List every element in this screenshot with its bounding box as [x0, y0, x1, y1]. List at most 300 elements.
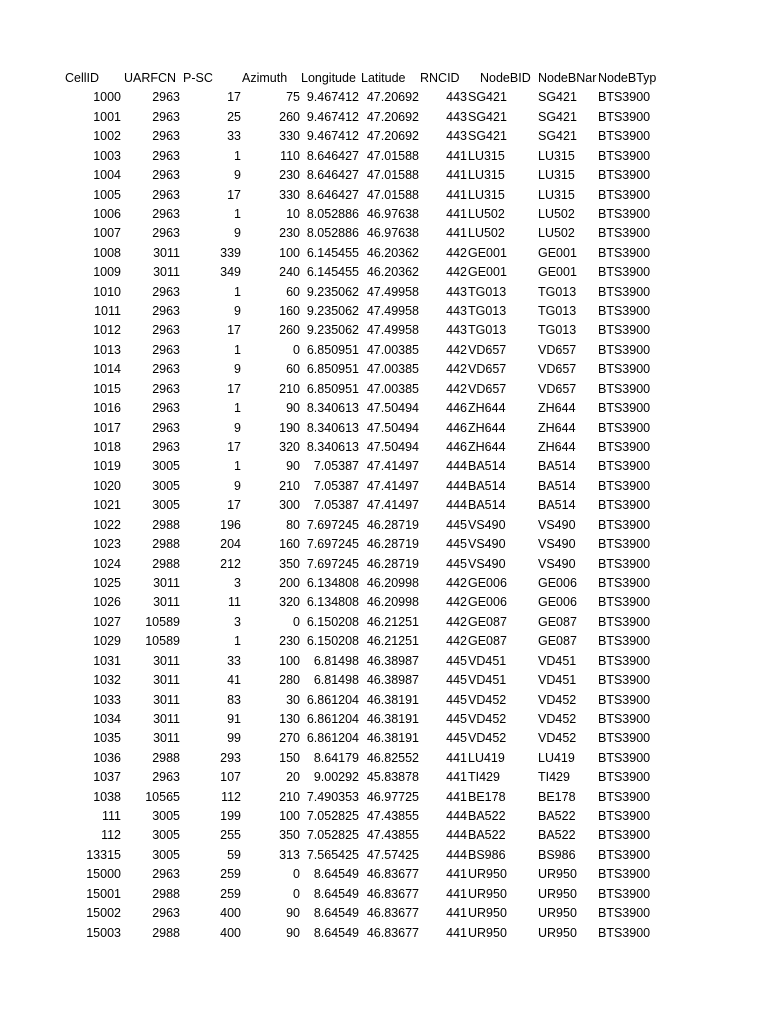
longitude-cell[interactable]: 6.150208: [306, 634, 359, 649]
nodebid-cell[interactable]: LU502: [468, 206, 505, 221]
uarfcn-cell[interactable]: 2988: [152, 517, 180, 532]
longitude-cell[interactable]: 7.490353: [306, 789, 359, 804]
nodebname-cell[interactable]: LU419: [538, 750, 575, 765]
nodebtype-cell[interactable]: BTS3900: [598, 323, 651, 338]
rncid-cell[interactable]: 445: [446, 692, 467, 707]
rncid-cell[interactable]: 445: [446, 537, 467, 552]
nodebid-cell[interactable]: BA514: [468, 478, 506, 493]
cellid-cell[interactable]: 13315: [86, 847, 121, 862]
nodebname-cell[interactable]: BA522: [538, 809, 576, 824]
uarfcn-cell[interactable]: 2963: [152, 109, 180, 124]
nodebtype-cell[interactable]: BTS3900: [598, 847, 651, 862]
cellid-cell[interactable]: 1016: [93, 401, 121, 416]
column-header-nodebid[interactable]: NodeBID: [480, 71, 531, 85]
nodebid-cell[interactable]: BA514: [468, 498, 506, 513]
psc-cell[interactable]: 9: [234, 304, 241, 319]
azimuth-cell[interactable]: 0: [293, 614, 300, 629]
psc-cell[interactable]: 9: [234, 226, 241, 241]
uarfcn-cell[interactable]: 2963: [152, 304, 180, 319]
nodebid-cell[interactable]: VS490: [468, 537, 506, 552]
latitude-cell[interactable]: 47.43855: [366, 828, 419, 843]
azimuth-cell[interactable]: 230: [279, 226, 300, 241]
longitude-cell[interactable]: 7.565425: [306, 847, 359, 862]
cellid-cell[interactable]: 1021: [93, 498, 121, 513]
nodebtype-cell[interactable]: BTS3900: [598, 537, 651, 552]
azimuth-cell[interactable]: 150: [279, 750, 300, 765]
cellid-cell[interactable]: 1004: [93, 168, 121, 183]
rncid-cell[interactable]: 441: [446, 867, 467, 882]
latitude-cell[interactable]: 46.83677: [366, 886, 419, 901]
cellid-cell[interactable]: 1002: [93, 129, 121, 144]
cellid-cell[interactable]: 1015: [93, 381, 121, 396]
psc-cell[interactable]: 112: [221, 789, 241, 804]
rncid-cell[interactable]: 443: [446, 129, 467, 144]
nodebtype-cell[interactable]: BTS3900: [598, 692, 651, 707]
nodebid-cell[interactable]: VD452: [468, 711, 507, 726]
psc-cell[interactable]: 3: [234, 614, 241, 629]
azimuth-cell[interactable]: 160: [279, 304, 300, 319]
nodebtype-cell[interactable]: BTS3900: [598, 381, 651, 396]
nodebname-cell[interactable]: LU315: [538, 187, 575, 202]
nodebid-cell[interactable]: GE001: [468, 265, 507, 280]
rncid-cell[interactable]: 444: [446, 847, 467, 862]
longitude-cell[interactable]: 8.646427: [306, 187, 359, 202]
nodebname-cell[interactable]: ZH644: [538, 420, 576, 435]
latitude-cell[interactable]: 46.38987: [366, 673, 419, 688]
rncid-cell[interactable]: 441: [446, 770, 467, 785]
latitude-cell[interactable]: 47.01588: [366, 168, 419, 183]
rncid-cell[interactable]: 442: [446, 362, 467, 377]
latitude-cell[interactable]: 47.49958: [366, 284, 419, 299]
nodebname-cell[interactable]: VD452: [538, 731, 577, 746]
azimuth-cell[interactable]: 90: [286, 906, 300, 921]
uarfcn-cell[interactable]: 2963: [152, 342, 180, 357]
longitude-cell[interactable]: 8.340613: [306, 440, 359, 455]
nodebtype-cell[interactable]: BTS3900: [598, 789, 651, 804]
psc-cell[interactable]: 17: [227, 90, 241, 105]
cellid-cell[interactable]: 1007: [93, 226, 121, 241]
latitude-cell[interactable]: 47.43855: [366, 809, 419, 824]
cellid-cell[interactable]: 1012: [93, 323, 121, 338]
nodebid-cell[interactable]: GE001: [468, 245, 507, 260]
nodebid-cell[interactable]: BS986: [468, 847, 506, 862]
nodebname-cell[interactable]: TG013: [538, 323, 577, 338]
azimuth-cell[interactable]: 330: [279, 129, 300, 144]
nodebtype-cell[interactable]: BTS3900: [598, 634, 651, 649]
column-header-nodebtype[interactable]: NodeBTyp: [598, 71, 657, 85]
latitude-cell[interactable]: 47.01588: [366, 148, 419, 163]
rncid-cell[interactable]: 441: [446, 168, 467, 183]
nodebid-cell[interactable]: BE178: [468, 789, 506, 804]
azimuth-cell[interactable]: 190: [279, 420, 300, 435]
psc-cell[interactable]: 9: [234, 362, 241, 377]
rncid-cell[interactable]: 442: [446, 634, 467, 649]
nodebname-cell[interactable]: VD657: [538, 362, 577, 377]
cellid-cell[interactable]: 1034: [93, 711, 121, 726]
nodebtype-cell[interactable]: BTS3900: [598, 420, 651, 435]
nodebid-cell[interactable]: VD452: [468, 692, 507, 707]
nodebid-cell[interactable]: GE087: [468, 634, 507, 649]
uarfcn-cell[interactable]: 3011: [153, 245, 180, 260]
nodebtype-cell[interactable]: BTS3900: [598, 517, 651, 532]
cellid-cell[interactable]: 1005: [93, 187, 121, 202]
psc-cell[interactable]: 17: [227, 187, 241, 202]
psc-cell[interactable]: 17: [227, 440, 241, 455]
longitude-cell[interactable]: 8.64549: [313, 867, 359, 882]
latitude-cell[interactable]: 47.50494: [366, 401, 419, 416]
nodebname-cell[interactable]: UR950: [538, 906, 577, 921]
uarfcn-cell[interactable]: 3011: [153, 692, 180, 707]
uarfcn-cell[interactable]: 2988: [152, 925, 180, 940]
uarfcn-cell[interactable]: 2963: [152, 226, 180, 241]
uarfcn-cell[interactable]: 2963: [152, 867, 180, 882]
latitude-cell[interactable]: 47.50494: [366, 440, 419, 455]
nodebname-cell[interactable]: VD452: [538, 692, 577, 707]
longitude-cell[interactable]: 6.850951: [306, 381, 359, 396]
psc-cell[interactable]: 1: [234, 459, 241, 474]
latitude-cell[interactable]: 47.00385: [366, 381, 419, 396]
nodebname-cell[interactable]: UR950: [538, 925, 577, 940]
azimuth-cell[interactable]: 60: [286, 284, 300, 299]
azimuth-cell[interactable]: 90: [286, 401, 300, 416]
cellid-cell[interactable]: 1027: [93, 614, 121, 629]
nodebid-cell[interactable]: GE006: [468, 595, 507, 610]
rncid-cell[interactable]: 445: [446, 673, 467, 688]
latitude-cell[interactable]: 46.21251: [366, 634, 419, 649]
rncid-cell[interactable]: 441: [446, 750, 467, 765]
nodebid-cell[interactable]: VS490: [468, 517, 506, 532]
latitude-cell[interactable]: 46.21251: [366, 614, 419, 629]
nodebtype-cell[interactable]: BTS3900: [598, 498, 651, 513]
rncid-cell[interactable]: 441: [446, 925, 467, 940]
latitude-cell[interactable]: 46.28719: [366, 517, 419, 532]
nodebtype-cell[interactable]: BTS3900: [598, 653, 651, 668]
azimuth-cell[interactable]: 60: [286, 362, 300, 377]
psc-cell[interactable]: 1: [234, 284, 241, 299]
cellid-cell[interactable]: 1008: [93, 245, 121, 260]
psc-cell[interactable]: 91: [227, 711, 241, 726]
nodebname-cell[interactable]: LU315: [538, 148, 575, 163]
nodebtype-cell[interactable]: BTS3900: [598, 129, 651, 144]
uarfcn-cell[interactable]: 3011: [153, 575, 180, 590]
nodebtype-cell[interactable]: BTS3900: [598, 187, 651, 202]
azimuth-cell[interactable]: 260: [279, 109, 300, 124]
psc-cell[interactable]: 17: [227, 323, 241, 338]
nodebtype-cell[interactable]: BTS3900: [598, 440, 651, 455]
rncid-cell[interactable]: 445: [446, 653, 467, 668]
nodebid-cell[interactable]: ZH644: [468, 440, 506, 455]
azimuth-cell[interactable]: 100: [279, 653, 300, 668]
nodebtype-cell[interactable]: BTS3900: [598, 925, 651, 940]
nodebtype-cell[interactable]: BTS3900: [598, 168, 651, 183]
psc-cell[interactable]: 199: [220, 809, 241, 824]
rncid-cell[interactable]: 441: [446, 206, 467, 221]
longitude-cell[interactable]: 8.64549: [313, 906, 359, 921]
nodebname-cell[interactable]: BA522: [538, 828, 576, 843]
nodebid-cell[interactable]: VD657: [468, 342, 507, 357]
latitude-cell[interactable]: 47.20692: [366, 109, 419, 124]
cellid-cell[interactable]: 15002: [86, 906, 121, 921]
nodebtype-cell[interactable]: BTS3900: [598, 711, 651, 726]
azimuth-cell[interactable]: 240: [279, 265, 300, 280]
rncid-cell[interactable]: 442: [446, 245, 467, 260]
rncid-cell[interactable]: 443: [446, 323, 467, 338]
uarfcn-cell[interactable]: 2963: [152, 323, 180, 338]
latitude-cell[interactable]: 46.38191: [366, 731, 419, 746]
nodebname-cell[interactable]: GE001: [538, 245, 577, 260]
uarfcn-cell[interactable]: 10565: [145, 789, 180, 804]
latitude-cell[interactable]: 46.83677: [366, 867, 419, 882]
nodebname-cell[interactable]: VD657: [538, 342, 577, 357]
uarfcn-cell[interactable]: 10589: [145, 614, 180, 629]
longitude-cell[interactable]: 8.646427: [306, 168, 359, 183]
cellid-cell[interactable]: 1037: [93, 770, 121, 785]
azimuth-cell[interactable]: 313: [279, 847, 300, 862]
azimuth-cell[interactable]: 0: [293, 867, 300, 882]
rncid-cell[interactable]: 442: [446, 595, 467, 610]
uarfcn-cell[interactable]: 3005: [152, 847, 180, 862]
uarfcn-cell[interactable]: 2988: [152, 556, 180, 571]
longitude-cell[interactable]: 9.467412: [306, 129, 359, 144]
psc-cell[interactable]: 59: [227, 847, 241, 862]
cellid-cell[interactable]: 1033: [93, 692, 121, 707]
nodebid-cell[interactable]: TI429: [468, 770, 500, 785]
azimuth-cell[interactable]: 350: [279, 828, 300, 843]
nodebname-cell[interactable]: VD452: [538, 711, 577, 726]
nodebid-cell[interactable]: VD451: [468, 653, 507, 668]
psc-cell[interactable]: 107: [220, 770, 241, 785]
nodebtype-cell[interactable]: BTS3900: [598, 828, 651, 843]
nodebtype-cell[interactable]: BTS3900: [598, 245, 651, 260]
column-header-azimuth[interactable]: Azimuth: [242, 71, 288, 85]
rncid-cell[interactable]: 444: [446, 828, 467, 843]
longitude-cell[interactable]: 9.00292: [313, 770, 359, 785]
azimuth-cell[interactable]: 270: [279, 731, 300, 746]
rncid-cell[interactable]: 446: [446, 440, 467, 455]
longitude-cell[interactable]: 6.81498: [313, 653, 359, 668]
azimuth-cell[interactable]: 230: [279, 634, 300, 649]
nodebtype-cell[interactable]: BTS3900: [598, 673, 651, 688]
nodebid-cell[interactable]: BA522: [468, 828, 506, 843]
nodebname-cell[interactable]: ZH644: [538, 401, 576, 416]
psc-cell[interactable]: 293: [220, 750, 241, 765]
psc-cell[interactable]: 1: [234, 634, 241, 649]
nodebname-cell[interactable]: TG013: [538, 304, 577, 319]
nodebname-cell[interactable]: BA514: [538, 478, 576, 493]
uarfcn-cell[interactable]: 3011: [153, 595, 180, 610]
nodebname-cell[interactable]: VS490: [538, 517, 576, 532]
latitude-cell[interactable]: 47.41497: [366, 498, 419, 513]
nodebid-cell[interactable]: LU502: [468, 226, 505, 241]
cellid-cell[interactable]: 1013: [93, 342, 121, 357]
nodebid-cell[interactable]: VD657: [468, 381, 507, 396]
longitude-cell[interactable]: 6.145455: [306, 265, 359, 280]
nodebtype-cell[interactable]: BTS3900: [598, 809, 651, 824]
rncid-cell[interactable]: 442: [446, 265, 467, 280]
nodebname-cell[interactable]: SG421: [538, 90, 577, 105]
rncid-cell[interactable]: 442: [446, 342, 467, 357]
longitude-cell[interactable]: 8.052886: [306, 206, 359, 221]
rncid-cell[interactable]: 441: [446, 906, 467, 921]
psc-cell[interactable]: 9: [234, 420, 241, 435]
nodebtype-cell[interactable]: BTS3900: [598, 886, 651, 901]
nodebid-cell[interactable]: VD657: [468, 362, 507, 377]
latitude-cell[interactable]: 46.20998: [366, 595, 419, 610]
latitude-cell[interactable]: 47.41497: [366, 459, 419, 474]
nodebid-cell[interactable]: LU315: [468, 187, 505, 202]
cellid-cell[interactable]: 1024: [93, 556, 121, 571]
azimuth-cell[interactable]: 90: [286, 925, 300, 940]
rncid-cell[interactable]: 441: [446, 148, 467, 163]
longitude-cell[interactable]: 9.235062: [306, 284, 359, 299]
psc-cell[interactable]: 1: [234, 148, 241, 163]
column-header-psc[interactable]: P-SC: [183, 71, 213, 85]
psc-cell[interactable]: 259: [220, 886, 241, 901]
azimuth-cell[interactable]: 280: [279, 673, 300, 688]
uarfcn-cell[interactable]: 3005: [152, 478, 180, 493]
uarfcn-cell[interactable]: 2963: [152, 206, 180, 221]
uarfcn-cell[interactable]: 2963: [152, 906, 180, 921]
longitude-cell[interactable]: 6.145455: [306, 245, 359, 260]
nodebtype-cell[interactable]: BTS3900: [598, 867, 651, 882]
uarfcn-cell[interactable]: 2963: [152, 440, 180, 455]
nodebtype-cell[interactable]: BTS3900: [598, 575, 651, 590]
cellid-cell[interactable]: 1029: [93, 634, 121, 649]
nodebname-cell[interactable]: SG421: [538, 109, 577, 124]
column-header-nodebname[interactable]: NodeBNar: [538, 71, 597, 85]
uarfcn-cell[interactable]: 2963: [152, 420, 180, 435]
psc-cell[interactable]: 212: [220, 556, 241, 571]
longitude-cell[interactable]: 6.850951: [306, 362, 359, 377]
nodebid-cell[interactable]: LU419: [468, 750, 505, 765]
longitude-cell[interactable]: 9.235062: [306, 304, 359, 319]
nodebid-cell[interactable]: UR950: [468, 867, 507, 882]
uarfcn-cell[interactable]: 2988: [152, 537, 180, 552]
column-header-longitude[interactable]: Longitude: [301, 71, 356, 85]
column-header-cellid[interactable]: CellID: [65, 71, 100, 85]
cellid-cell[interactable]: 15000: [86, 867, 121, 882]
nodebname-cell[interactable]: UR950: [538, 886, 577, 901]
rncid-cell[interactable]: 444: [446, 459, 467, 474]
psc-cell[interactable]: 99: [227, 731, 241, 746]
azimuth-cell[interactable]: 110: [280, 148, 300, 163]
nodebtype-cell[interactable]: BTS3900: [598, 459, 651, 474]
azimuth-cell[interactable]: 0: [293, 886, 300, 901]
nodebname-cell[interactable]: LU502: [538, 226, 575, 241]
nodebid-cell[interactable]: UR950: [468, 886, 507, 901]
azimuth-cell[interactable]: 210: [279, 789, 300, 804]
latitude-cell[interactable]: 46.83677: [366, 925, 419, 940]
uarfcn-cell[interactable]: 3005: [152, 459, 180, 474]
azimuth-cell[interactable]: 130: [279, 711, 300, 726]
nodebtype-cell[interactable]: BTS3900: [598, 401, 651, 416]
longitude-cell[interactable]: 6.134808: [306, 595, 359, 610]
cellid-cell[interactable]: 1001: [93, 109, 121, 124]
psc-cell[interactable]: 9: [234, 168, 241, 183]
nodebname-cell[interactable]: TG013: [538, 284, 577, 299]
latitude-cell[interactable]: 46.28719: [366, 537, 419, 552]
nodebname-cell[interactable]: VS490: [538, 537, 576, 552]
rncid-cell[interactable]: 443: [446, 304, 467, 319]
nodebid-cell[interactable]: ZH644: [468, 401, 506, 416]
uarfcn-cell[interactable]: 3011: [153, 653, 180, 668]
latitude-cell[interactable]: 46.28719: [366, 556, 419, 571]
nodebtype-cell[interactable]: BTS3900: [598, 906, 651, 921]
nodebid-cell[interactable]: GE006: [468, 575, 507, 590]
longitude-cell[interactable]: 8.64179: [313, 750, 359, 765]
uarfcn-cell[interactable]: 3005: [152, 809, 180, 824]
longitude-cell[interactable]: 8.052886: [306, 226, 359, 241]
longitude-cell[interactable]: 9.235062: [306, 323, 359, 338]
longitude-cell[interactable]: 7.05387: [313, 478, 359, 493]
longitude-cell[interactable]: 7.052825: [306, 809, 359, 824]
nodebname-cell[interactable]: VD657: [538, 381, 577, 396]
nodebname-cell[interactable]: UR950: [538, 867, 577, 882]
cellid-cell[interactable]: 1035: [93, 731, 121, 746]
cellid-cell[interactable]: 1020: [93, 478, 121, 493]
nodebname-cell[interactable]: VD451: [538, 653, 577, 668]
psc-cell[interactable]: 33: [227, 653, 241, 668]
psc-cell[interactable]: 17: [227, 498, 241, 513]
azimuth-cell[interactable]: 100: [279, 245, 300, 260]
cellid-cell[interactable]: 1017: [93, 420, 121, 435]
uarfcn-cell[interactable]: 3005: [152, 828, 180, 843]
cellid-cell[interactable]: 1038: [93, 789, 121, 804]
cellid-cell[interactable]: 1036: [93, 750, 121, 765]
longitude-cell[interactable]: 6.81498: [313, 673, 359, 688]
nodebtype-cell[interactable]: BTS3900: [598, 226, 651, 241]
rncid-cell[interactable]: 443: [446, 109, 467, 124]
psc-cell[interactable]: 1: [234, 401, 241, 416]
uarfcn-cell[interactable]: 2963: [152, 90, 180, 105]
azimuth-cell[interactable]: 200: [279, 575, 300, 590]
nodebid-cell[interactable]: TG013: [468, 323, 507, 338]
azimuth-cell[interactable]: 0: [293, 342, 300, 357]
nodebid-cell[interactable]: BA514: [468, 459, 506, 474]
nodebid-cell[interactable]: SG421: [468, 109, 507, 124]
latitude-cell[interactable]: 47.20692: [366, 129, 419, 144]
nodebname-cell[interactable]: BA514: [538, 459, 576, 474]
nodebname-cell[interactable]: LU315: [538, 168, 575, 183]
psc-cell[interactable]: 349: [220, 265, 241, 280]
cellid-cell[interactable]: 1019: [93, 459, 121, 474]
rncid-cell[interactable]: 446: [446, 420, 467, 435]
nodebname-cell[interactable]: GE001: [538, 265, 577, 280]
latitude-cell[interactable]: 47.41497: [366, 478, 419, 493]
nodebtype-cell[interactable]: BTS3900: [598, 614, 651, 629]
nodebid-cell[interactable]: SG421: [468, 90, 507, 105]
azimuth-cell[interactable]: 30: [286, 692, 300, 707]
rncid-cell[interactable]: 444: [446, 498, 467, 513]
azimuth-cell[interactable]: 80: [286, 517, 300, 532]
nodebname-cell[interactable]: GE006: [538, 575, 577, 590]
uarfcn-cell[interactable]: 2988: [152, 886, 180, 901]
rncid-cell[interactable]: 445: [446, 556, 467, 571]
rncid-cell[interactable]: 441: [446, 886, 467, 901]
psc-cell[interactable]: 11: [228, 595, 241, 610]
latitude-cell[interactable]: 47.57425: [366, 847, 419, 862]
longitude-cell[interactable]: 9.467412: [306, 90, 359, 105]
psc-cell[interactable]: 25: [227, 109, 241, 124]
longitude-cell[interactable]: 6.861204: [306, 692, 359, 707]
nodebtype-cell[interactable]: BTS3900: [598, 304, 651, 319]
azimuth-cell[interactable]: 100: [279, 809, 300, 824]
latitude-cell[interactable]: 46.38191: [366, 711, 419, 726]
latitude-cell[interactable]: 47.49958: [366, 323, 419, 338]
longitude-cell[interactable]: 7.697245: [306, 517, 359, 532]
cellid-cell[interactable]: 1023: [93, 537, 121, 552]
rncid-cell[interactable]: 442: [446, 575, 467, 590]
